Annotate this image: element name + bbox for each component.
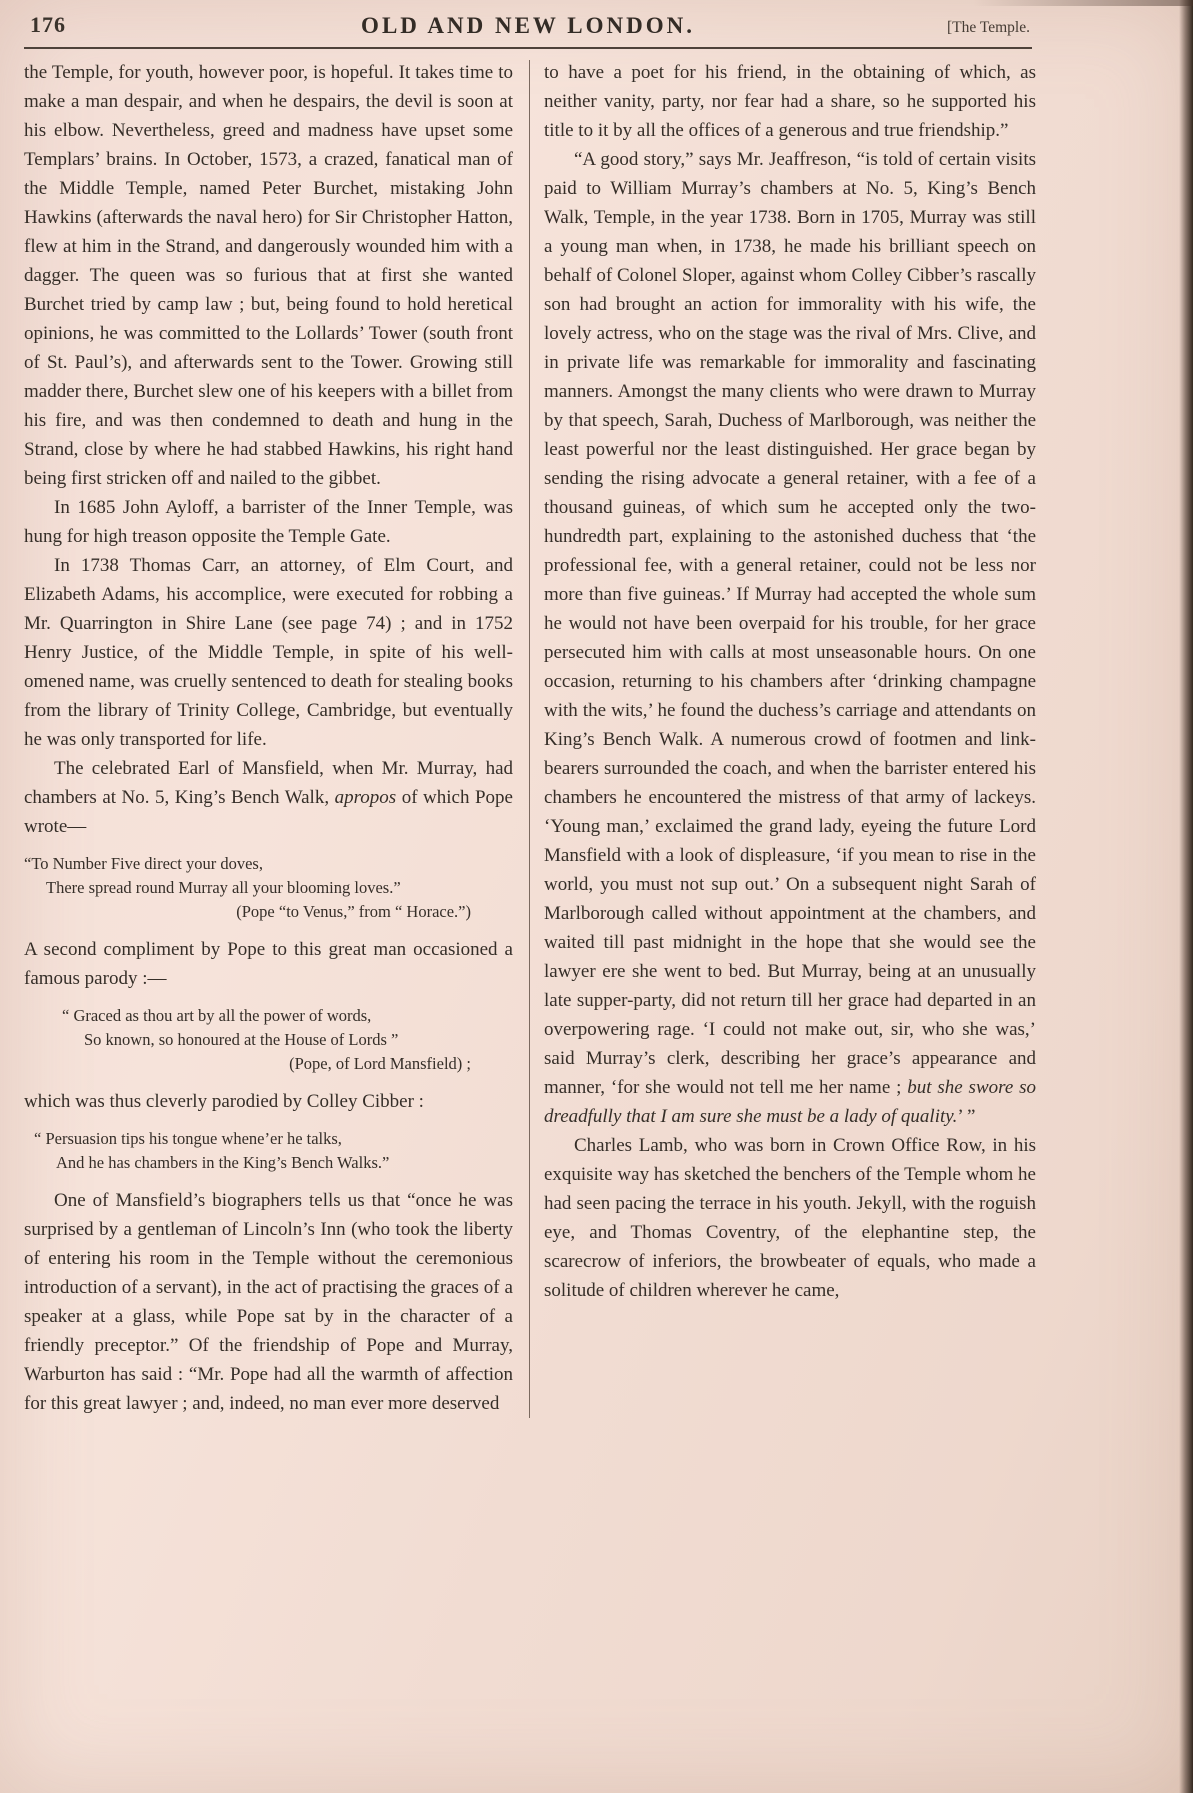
- verse-line: “ Graced as thou art by all the power of words,: [62, 1006, 372, 1025]
- paragraph: which was thus cleverly parodied by Colley Cibber :: [24, 1091, 424, 1112]
- verse-quote: [62, 1004, 513, 1076]
- paragraph: In 1685 John Ayloff, a barrister of the Inner Temple, was hung for high treason opposite the Temple Gate.: [24, 497, 513, 547]
- paragraph: the Temple, for youth, however poor, is hopeful. It takes time to make a man despair, and when he despairs, the devil is soon at his elbow. Nevertheless, greed and madness have upset some Templars’ brains. In October, 1573, a crazed, fanatical man of the Middle Temple, named Peter Burchet, mistaking John Hawkins (afterwards the naval hero) for Sir Christopher Hatton, flew at him in the Strand, and dangerously wounded him with a dagger. The queen was so furious that at first she wanted Burchet tried by camp law ; but, being found to hold heretical opinions, he was committed to the Lollards’ Tower (south front of St. Paul’s), and afterwards sent to the Tower. Growing still madder there, Burchet slew one of his keepers with a billet from his fire, and was then condemned to death and hung in the Strand, close by where he had stabbed Hawkins, his right hand being first stricken off and nailed to the gibbet.: [24, 62, 513, 489]
- paragraph: In 1738 Thomas Carr, an attorney, of Elm Court, and Elizabeth Adams, his accomplice, were executed for robbing a Mr. Quarrington in Shire Lane (see page 74) ; and in 1752 Henry Justice, of the Middle Temple, in spite of his well-omened name, was cruelly sentenced to death for stealing books from the library of Trinity College, Cambridge, but eventually he was only transported for life.: [24, 555, 513, 750]
- paragraph: The celebrated Earl of Mansfield, when Mr. Murray, had chambers at No. 5, King’s Bench Walk, apropos of which Pope wrote—: [24, 758, 513, 837]
- scan-edge-shadow: [1179, 0, 1193, 1793]
- verse-line: “To Number Five direct your doves,: [24, 854, 263, 873]
- verse-attribution: (Pope “to Venus,” from “ Horace.”): [236, 902, 471, 921]
- verse-line: There spread round Murray all your blooming loves.”: [46, 878, 401, 897]
- text-columns: [24, 58, 1193, 1418]
- paragraph: to have a poet for his friend, in the obtaining of which, as neither vanity, party, nor fear had a share, so he supported his title to it by all the offices of a generous and true friendship.”: [544, 62, 1036, 141]
- verse-line: “ Persuasion tips his tongue whene’er he talks,: [34, 1129, 342, 1148]
- verse-line: So known, so honoured at the House of Lords ”: [84, 1030, 399, 1049]
- paragraph: Charles Lamb, who was born in Crown Office Row, in his exquisite way has sketched the benchers of the Temple whom he had seen pacing the terrace in his youth. Jekyll, with the roguish eye, and Thomas Coventry, of the elephantine step, the scarecrow of inferiors, the browbeater of equals, who made a solitude of children wherever he came,: [544, 1135, 1036, 1301]
- scan-top-edge-shadow: [973, 0, 1193, 6]
- paragraph: One of Mansfield’s biographers tells us that “once he was surprised by a gentleman of Lincoln’s Inn (who took the liberty of entering his room in the Temple without the ceremonious introduction of a servant), in the act of practising the graces of a speaker at a glass, while Pope sat by in the character of a friendly preceptor.” Of the friendship of Pope and Murray, Warburton has said : “Mr. Pope had all the warmth of affection for this great lawyer ; and, indeed, no man ever more deserved: [24, 1190, 513, 1414]
- right-column: [544, 58, 1036, 1418]
- verse-quote: [24, 852, 513, 924]
- page-number: 176: [30, 12, 66, 37]
- paragraph: A second compliment by Pope to this great man occasioned a famous parody :—: [24, 939, 513, 989]
- left-column: [24, 58, 513, 1418]
- page-title: OLD AND NEW LONDON.: [361, 13, 695, 38]
- verse-quote: [34, 1127, 513, 1175]
- column-divider: [529, 60, 530, 1418]
- running-head: [The Temple.: [947, 19, 1030, 36]
- page-header: [24, 10, 1032, 46]
- verse-attribution: (Pope, of Lord Mansfield) ;: [289, 1054, 471, 1073]
- paragraph: “A good story,” says Mr. Jeaffreson, “is told of certain visits paid to William Murray’s chambers at No. 5, King’s Bench Walk, Temple, in the year 1738. Born in 1705, Murray was still a young man when, in 1738, he made his brilliant speech on behalf of Colonel Sloper, against whom Colley Cibber’s rascally son had brought an action for immorality with his wife, the lovely actress, who on the stage was the rival of Mrs. Clive, and in private life was remarkable for immorality and fascinating manners. Amongst the many clients who were drawn to Murray by that speech, Sarah, Duchess of Marlborough, was neither the least powerful nor the least distinguished. Her grace began by sending the rising advocate a general retainer, with a fee of a thousand guineas, of which sum he accepted only the two-hundredth part, explaining to the astonished duchess that ‘the professional fee, with a general retainer, could not be less nor more than five guineas.’ If Murray had accepted the whole sum he would not have been overpaid for his trouble, for her grace persecuted him with calls at most unseasonable hours. On one occasion, returning to his chambers after ‘drinking champagne with the wits,’ he found the duchess’s carriage and attendants on King’s Bench Walk. A numerous crowd of footmen and link-bearers surrounded the coach, and when the barrister entered his chambers he encountered the mistress of that army of lackeys. ‘Young man,’ exclaimed the grand lady, eyeing the future Lord Mansfield with a look of displeasure, ‘if you mean to rise in the world, you must not sup out.’ On a subsequent night Sarah of Marlborough called without appointment at the chambers, and waited till past midnight in the hope that she would see the lawyer ere she went to bed. But Murray, being at an unusually late supper-party, did not return till her grace had departed in an overpowering rage. ‘I could not make out, sir, who she was,’ said Murray’s clerk, describing her grace’s appearance and manner, ‘for she would not tell me her name ; but she swore so dreadfully that I am sure she must be a lady of quality.’ ”: [544, 149, 1036, 1127]
- header-rule: [24, 47, 1032, 49]
- verse-line: And he has chambers in the King’s Bench Walks.”: [56, 1153, 390, 1172]
